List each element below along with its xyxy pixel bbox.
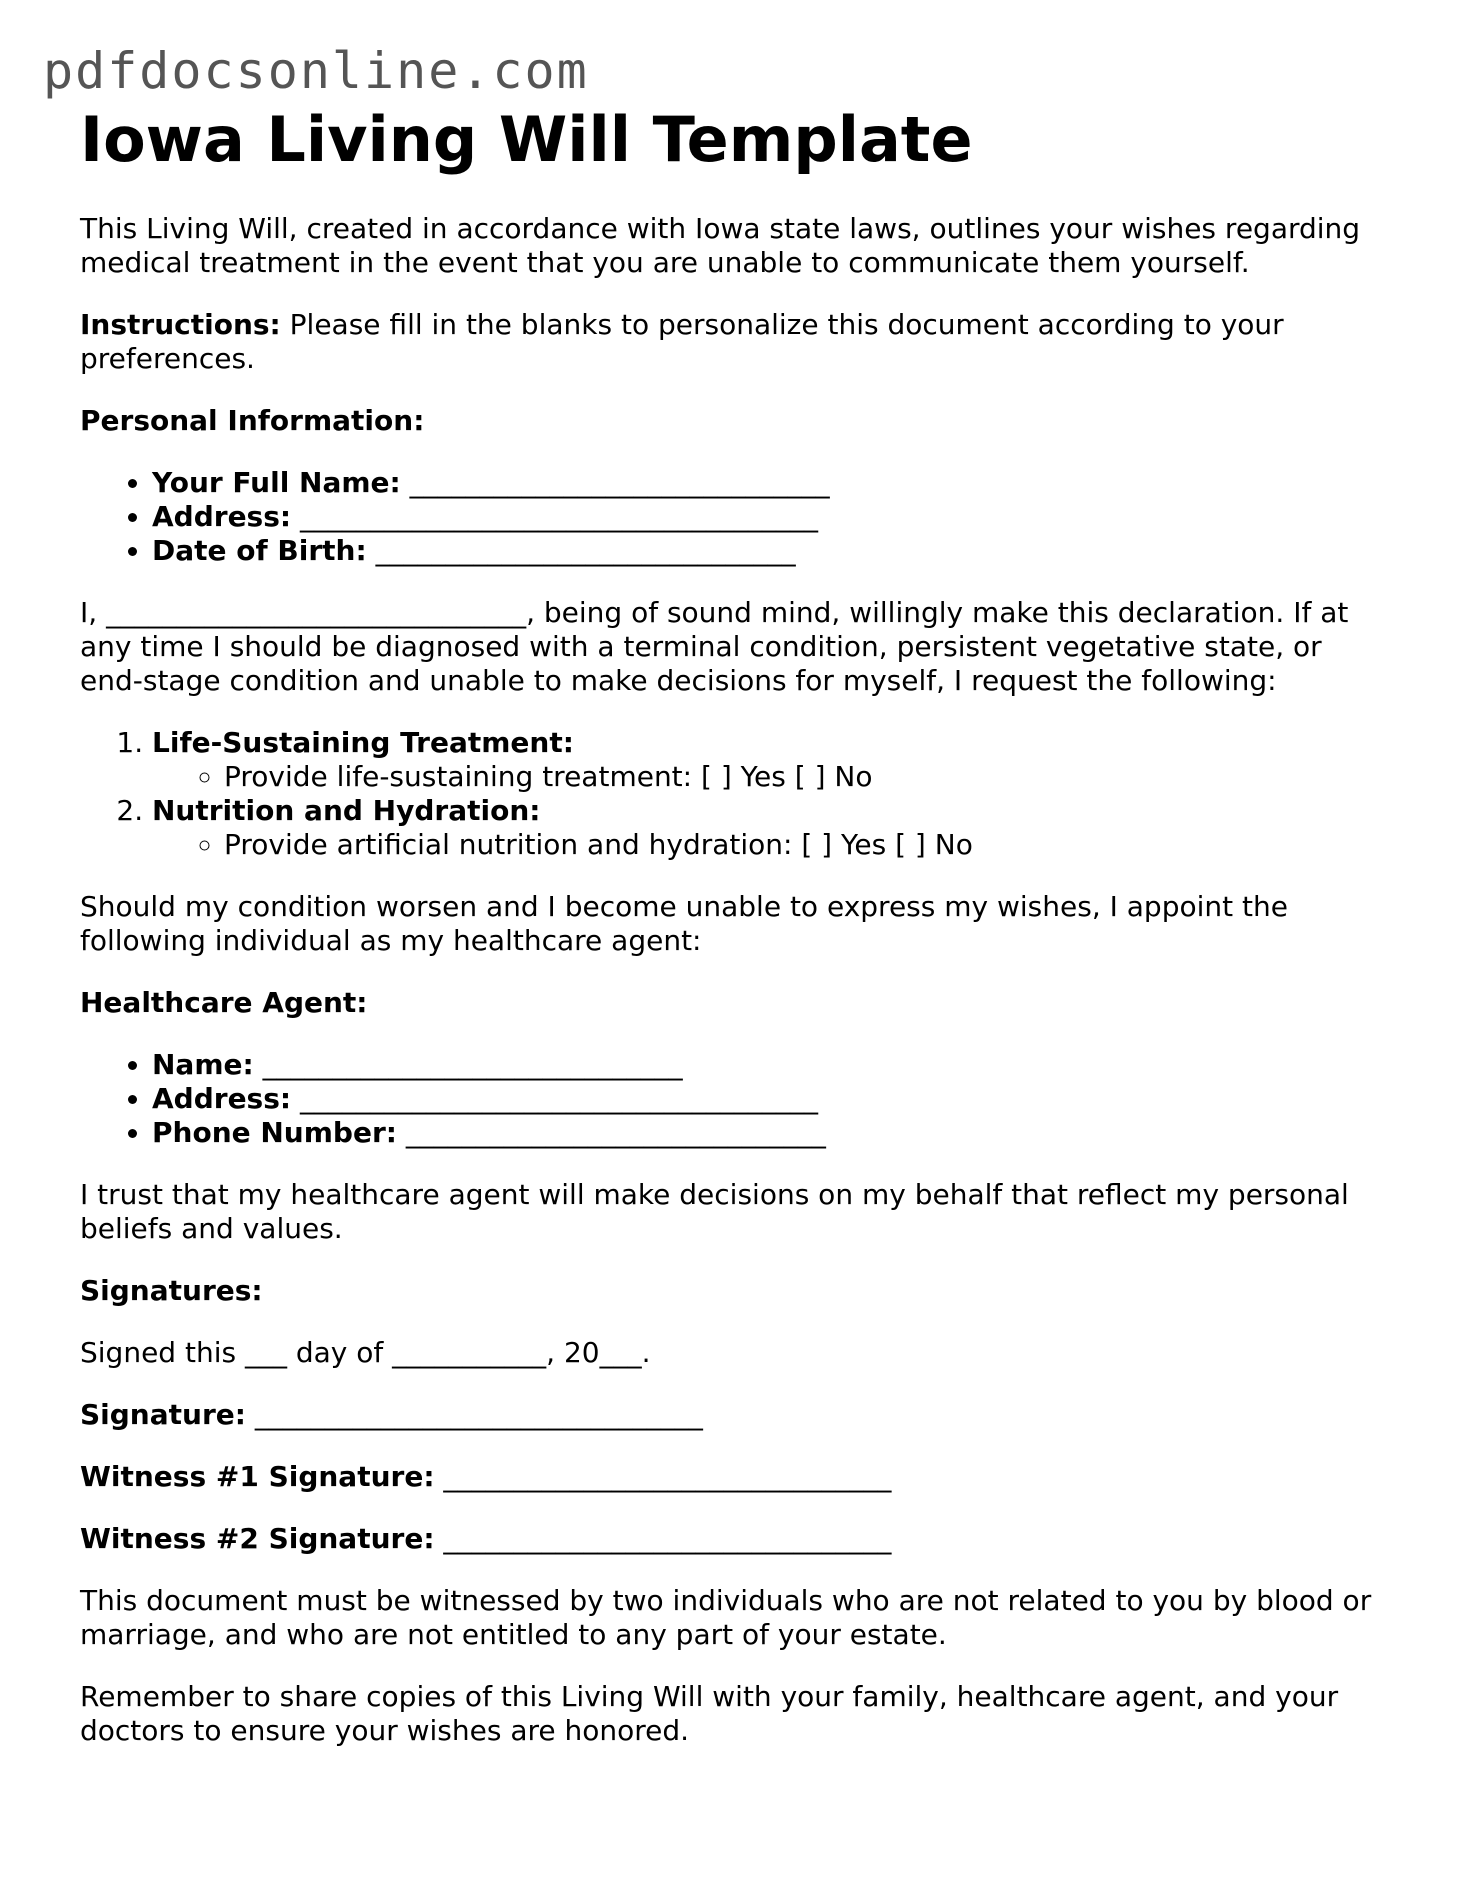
declarant-name-field[interactable]: ______________________________ <box>106 596 527 629</box>
nutrition-hydration-option[interactable]: ◦ Provide artificial nutrition and hydration: [ ] Yes [ ] No <box>224 828 1390 862</box>
agent-phone-label: Phone Number: <box>152 1116 397 1149</box>
trust-paragraph: I trust that my healthcare agent will make decisions on my behalf that reflect my personal beliefs and values. <box>80 1178 1349 1245</box>
instructions-paragraph <box>80 308 1390 376</box>
list-item <box>152 726 1390 794</box>
document-body <box>80 104 1390 1776</box>
full-name-field[interactable]: ______________________________ <box>400 466 830 499</box>
witness2-line <box>80 1522 1390 1556</box>
list-item <box>152 794 1390 862</box>
date-of-birth-field[interactable]: ______________________________ <box>366 534 796 567</box>
list-item <box>152 1048 1390 1082</box>
personal-info-list <box>80 466 1390 568</box>
signatures-heading: Signatures: <box>80 1274 263 1307</box>
witness-note-paragraph: This document must be witnessed by two individuals who are not related to you by blood or marriage, and who are not entitled to any part of your estate. <box>80 1584 1372 1651</box>
full-name-label: Your Full Name: <box>152 466 401 499</box>
reminder-paragraph: Remember to share copies of this Living Will with your family, healthcare agent, and your doctors to ensure your wishes are honored. <box>80 1680 1339 1747</box>
instructions-label: Instructions: <box>80 308 281 341</box>
date-of-birth-label: Date of Birth: <box>152 534 367 567</box>
witness1-line <box>80 1460 1390 1494</box>
list-item <box>152 500 1390 534</box>
witness2-label: Witness #2 Signature: <box>80 1522 435 1555</box>
healthcare-agent-list <box>80 1048 1390 1150</box>
address-label: Address: <box>152 500 292 533</box>
treatment-choices-list <box>80 726 1390 862</box>
signature-field[interactable]: ________________________________ <box>245 1398 703 1431</box>
intro-paragraph: This Living Will, created in accordance with Iowa state laws, outlines your wishes regarding medical treatment in the event that you are unable to communicate them yourself. <box>80 212 1361 279</box>
agent-name-label: Name: <box>152 1048 254 1081</box>
witness2-field[interactable]: ________________________________ <box>434 1522 892 1555</box>
agent-address-label: Address: <box>152 1082 292 1115</box>
nutrition-hydration-heading: Nutrition and Hydration: <box>152 794 541 827</box>
watermark: pdfdocsonline.com <box>43 42 589 100</box>
agent-phone-field[interactable]: ______________________________ <box>396 1116 826 1149</box>
agent-address-field[interactable]: _____________________________________ <box>291 1082 818 1115</box>
declaration-text: , being of sound mind, willingly make this declaration. If at any time I should be diagnosed with a terminal condition, persistent vegetative state, or end-stage condition and unable to make decisions for myself, I request the following: <box>80 596 1349 697</box>
healthcare-agent-heading: Healthcare Agent: <box>80 986 368 1019</box>
signature-line <box>80 1398 1390 1432</box>
list-item <box>152 466 1390 500</box>
declaration-prefix: I, <box>80 596 107 629</box>
list-item <box>152 1116 1390 1150</box>
agent-name-field[interactable]: ______________________________ <box>253 1048 683 1081</box>
personal-info-heading: Personal Information: <box>80 404 425 437</box>
life-sustaining-heading: Life-Sustaining Treatment: <box>152 726 574 759</box>
declaration-paragraph <box>80 596 1390 698</box>
appoint-paragraph: Should my condition worsen and I become unable to express my wishes, I appoint the following individual as my healthcare agent: <box>80 890 1288 957</box>
signature-label: Signature: <box>80 1398 246 1431</box>
page-title: Iowa Living Will Template <box>80 103 973 176</box>
list-item <box>152 1082 1390 1116</box>
address-field[interactable]: _____________________________________ <box>291 500 818 533</box>
list-item <box>152 534 1390 568</box>
witness1-field[interactable]: ________________________________ <box>434 1460 892 1493</box>
witness1-label: Witness #1 Signature: <box>80 1460 435 1493</box>
life-sustaining-option[interactable]: ◦ Provide life-sustaining treatment: [ ] Yes [ ] No <box>224 760 1390 794</box>
instructions-text: Please fill in the blanks to personalize this document according to your preferences. <box>80 308 1284 375</box>
signed-date-line[interactable]: Signed this ___ day of ___________, 20___. <box>80 1336 651 1369</box>
